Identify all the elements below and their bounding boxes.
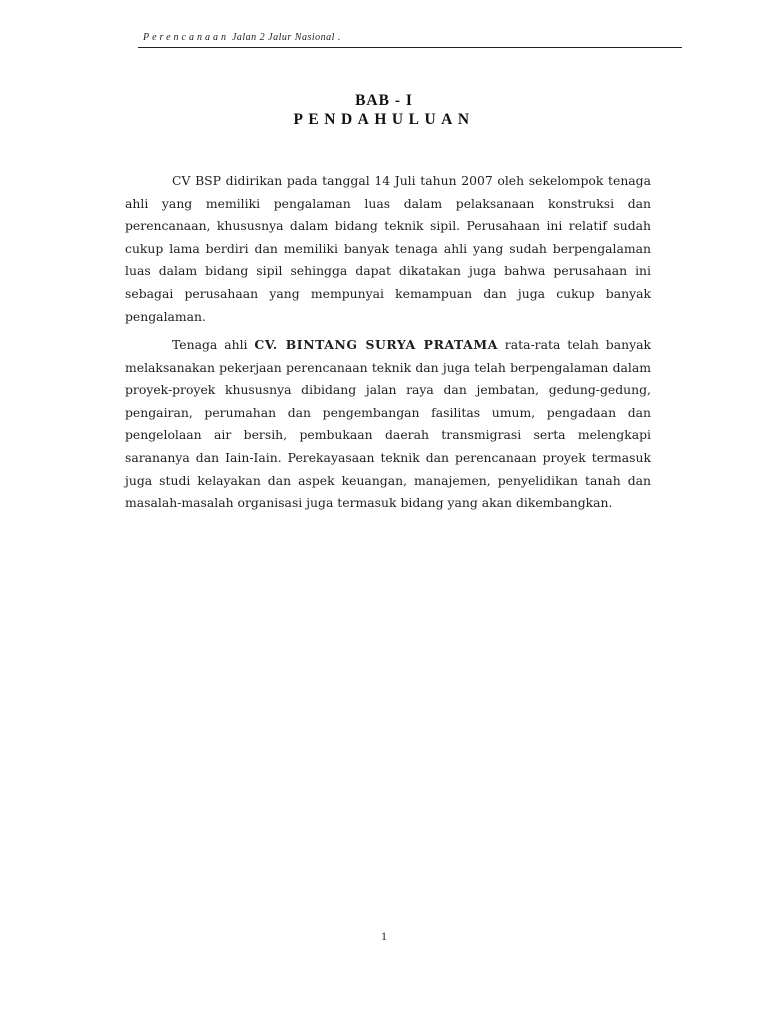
paragraph-1: [125, 170, 651, 328]
running-header-spaced: Perencanaan: [143, 32, 229, 43]
paragraph-1-text: CV BSP didirikan pada tanggal 14 Juli tahun 2007 oleh sekelompok tenaga ahli yang memiliki pengalaman luas dalam pelaksanaan konstruksi dan perencanaan, khususnya dalam bidang teknik sipil. Perusahaan ini relatif sudah cukup lama berdiri dan memiliki banyak tenaga ahli yang sudah berpengalaman luas dalam bidang sipil sehingga dapat dikatakan juga bahwa perusahaan ini sebagai perusahaan yang mempunyai kemampuan dan juga cukup banyak pengalaman.: [125, 173, 651, 324]
paragraph-2-text: [125, 334, 651, 515]
running-header: [143, 32, 341, 43]
chapter-number: BAB - I: [355, 92, 413, 109]
paragraph-2-rest: rata-rata telah banyak melaksanakan pekerjaan perencanaan teknik dan juga telah berpengalaman dalam proyek-proyek khususnya dibidang jalan raya dan jembatan, gedung-gedung, pengairan, perumahan dan pengembangan fasilitas umum, pengadaan dan pengelolaan air bersih, pembukaan daerah transmigrasi serta melengkapi sarananya dan Iain-Iain. Perekayasaan teknik dan perencanaan proyek termasuk juga studi kelayakan dan aspek keuangan, manajemen, penyelidikan tanah dan masalah-masalah organisasi juga termasuk bidang yang akan dikembangkan.: [125, 337, 651, 511]
page-number: 1: [381, 929, 387, 943]
paragraph-2: [125, 334, 651, 515]
company-name: CV. BINTANG SURYA PRATAMA: [254, 337, 498, 352]
paragraph-2-lead: Tenaga ahli: [172, 337, 255, 352]
chapter-title: PENDAHULUAN: [293, 111, 475, 128]
running-header-text: Jalan 2 Jalur Nasional .: [231, 32, 341, 43]
header-rule: [138, 47, 682, 48]
